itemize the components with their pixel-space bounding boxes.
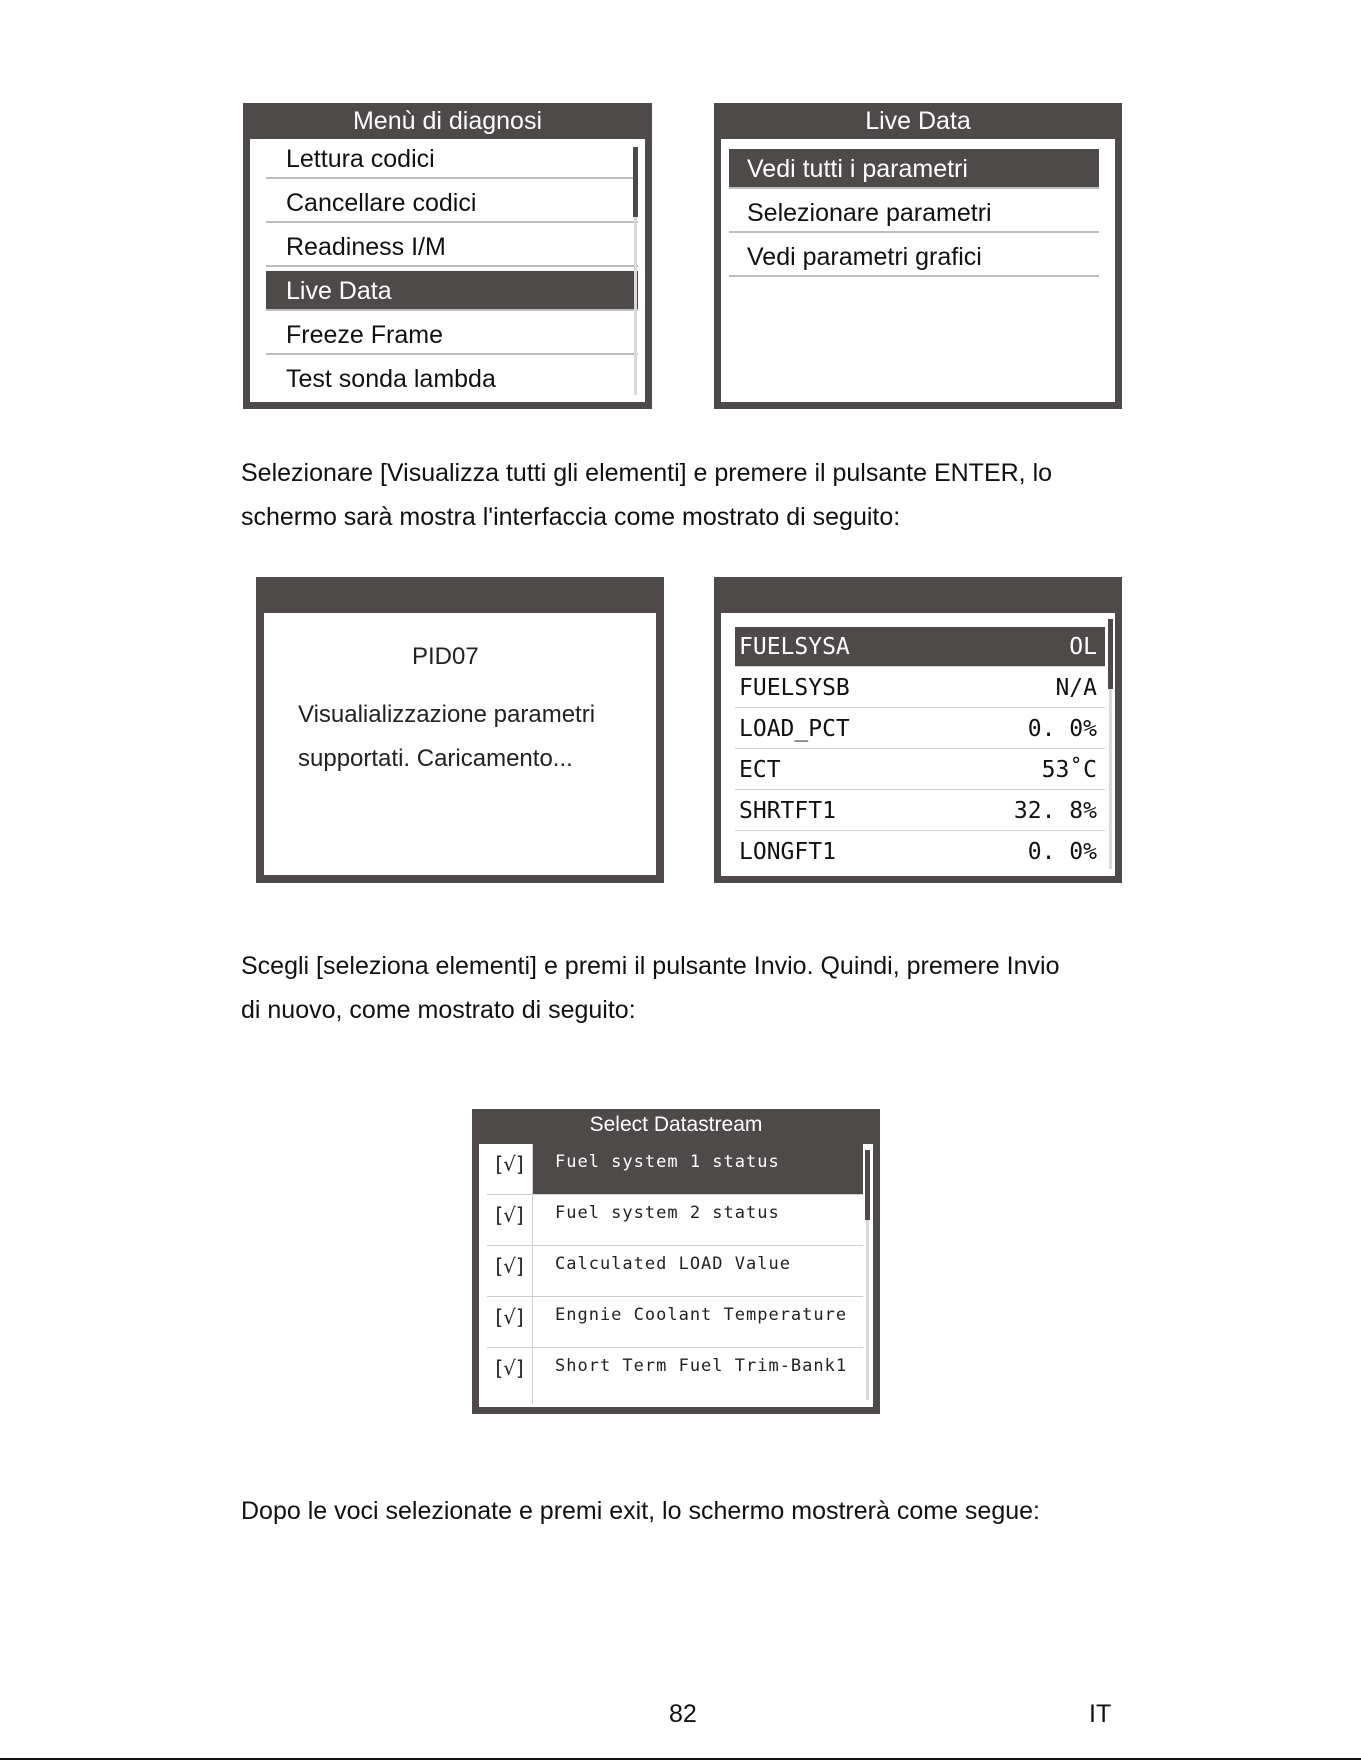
live-row-fuelsysb[interactable] [735, 668, 1105, 708]
loading-screen [256, 577, 664, 883]
datastream-label: Short Term Fuel Trim-Bank1 [555, 1356, 848, 1376]
live-data-menu-title: Live Data [865, 107, 971, 135]
datastream-list [479, 1144, 873, 1407]
menu-item-vedi-tutti[interactable]: Vedi tutti i parametri [729, 149, 1099, 189]
param-value: 0. 0% [1027, 716, 1097, 742]
param-name: LOAD_PCT [739, 716, 850, 742]
checkbox-checked[interactable]: [√] [487, 1195, 533, 1245]
menu-item-cancellare-codici[interactable]: Cancellare codici [266, 183, 638, 223]
menu-item-live-data[interactable]: Live Data [266, 271, 638, 311]
select-datastream-title: Select Datastream [589, 1113, 763, 1136]
menu-item-selezionare-parametri[interactable]: Selezionare parametri [729, 193, 1099, 233]
scrollbar-thumb[interactable] [1108, 619, 1113, 689]
param-name: FUELSYSB [739, 675, 850, 701]
diagnosis-menu-screen [243, 103, 652, 409]
param-value: 32. 8% [1013, 798, 1097, 824]
diagnosis-menu-title: Menù di diagnosi [352, 107, 542, 135]
live-data-values-list [721, 613, 1115, 876]
language-code: IT [1089, 1700, 1112, 1728]
pid-label: PID07 [412, 643, 479, 670]
checkbox-checked[interactable]: [√] [487, 1144, 533, 1194]
instruction-paragraph-1 [241, 451, 1052, 539]
live-data-values-screen [714, 577, 1122, 883]
datastream-label: Engnie Coolant Temperature [555, 1305, 848, 1325]
datastream-row-fuel-system-2[interactable] [487, 1195, 863, 1246]
instruction-1-line-1: Selezionare [Visualizza tutti gli elementi] e premere il pulsante ENTER, lo [241, 459, 1053, 487]
live-row-ect[interactable] [735, 750, 1105, 790]
param-value: 0. 0% [1027, 839, 1097, 865]
live-row-shrtft1[interactable] [735, 791, 1105, 831]
instruction-paragraph-2 [241, 944, 1059, 1032]
live-data-menu-screen [714, 103, 1122, 409]
menu-item-lettura-codici[interactable]: Lettura codici [266, 139, 638, 179]
footer-rule [0, 1758, 1361, 1760]
menu-item-vedi-grafici[interactable]: Vedi parametri grafici [729, 237, 1099, 277]
live-row-load-pct[interactable] [735, 709, 1105, 749]
menu-item-freeze-frame[interactable]: Freeze Frame [266, 315, 638, 355]
live-row-fuelsysa[interactable] [735, 627, 1105, 667]
select-datastream-screen [472, 1109, 880, 1414]
loading-message-line-2: supportati. Caricamento... [298, 745, 573, 772]
param-name: FUELSYSA [739, 634, 850, 660]
menu-item-readiness[interactable]: Readiness I/M [266, 227, 638, 267]
loading-screen-body [264, 613, 656, 875]
diagnosis-menu-list [250, 139, 645, 402]
scrollbar-thumb[interactable] [865, 1150, 870, 1220]
param-name: ECT [739, 757, 781, 783]
checkbox-checked[interactable]: [√] [487, 1348, 533, 1404]
page-number: 82 [669, 1700, 697, 1728]
datastream-label: Fuel system 2 status [555, 1203, 780, 1223]
datastream-label: Fuel system 1 status [555, 1152, 780, 1172]
datastream-row-coolant-temp[interactable] [487, 1297, 863, 1348]
menu-item-test-sonda-lambda[interactable]: Test sonda lambda [286, 365, 496, 393]
datastream-row-calculated-load[interactable] [487, 1246, 863, 1297]
scrollbar-thumb[interactable] [633, 147, 638, 217]
loading-message-line-1: Visualializzazione parametri [298, 701, 596, 728]
datastream-row-fuel-system-1[interactable] [487, 1144, 863, 1195]
instruction-2-line-2: di nuovo, come mostrato di seguito: [241, 996, 636, 1024]
live-row-longft1[interactable] [735, 832, 1105, 872]
instruction-3-line-1: Dopo le voci selezionate e premi exit, lo schermo mostrerà come segue: [241, 1497, 1040, 1525]
param-name: SHRTFT1 [739, 798, 836, 824]
param-name: LONGFT1 [739, 839, 836, 865]
instruction-1-line-2: schermo sarà mostra l'interfaccia come mostrato di seguito: [241, 503, 901, 531]
param-value: N/A [1055, 675, 1097, 701]
live-data-menu-list [721, 139, 1115, 402]
param-value: OL [1069, 634, 1097, 660]
datastream-row-short-term-fuel-trim[interactable] [487, 1348, 863, 1404]
param-value: 53˚C [1041, 757, 1097, 783]
datastream-label: Calculated LOAD Value [555, 1254, 791, 1274]
checkbox-checked[interactable]: [√] [487, 1246, 533, 1296]
instruction-paragraph-3 [241, 1489, 1040, 1533]
checkbox-checked[interactable]: [√] [487, 1297, 533, 1347]
instruction-2-line-1: Scegli [seleziona elementi] e premi il pulsante Invio. Quindi, premere Invio [241, 952, 1060, 980]
